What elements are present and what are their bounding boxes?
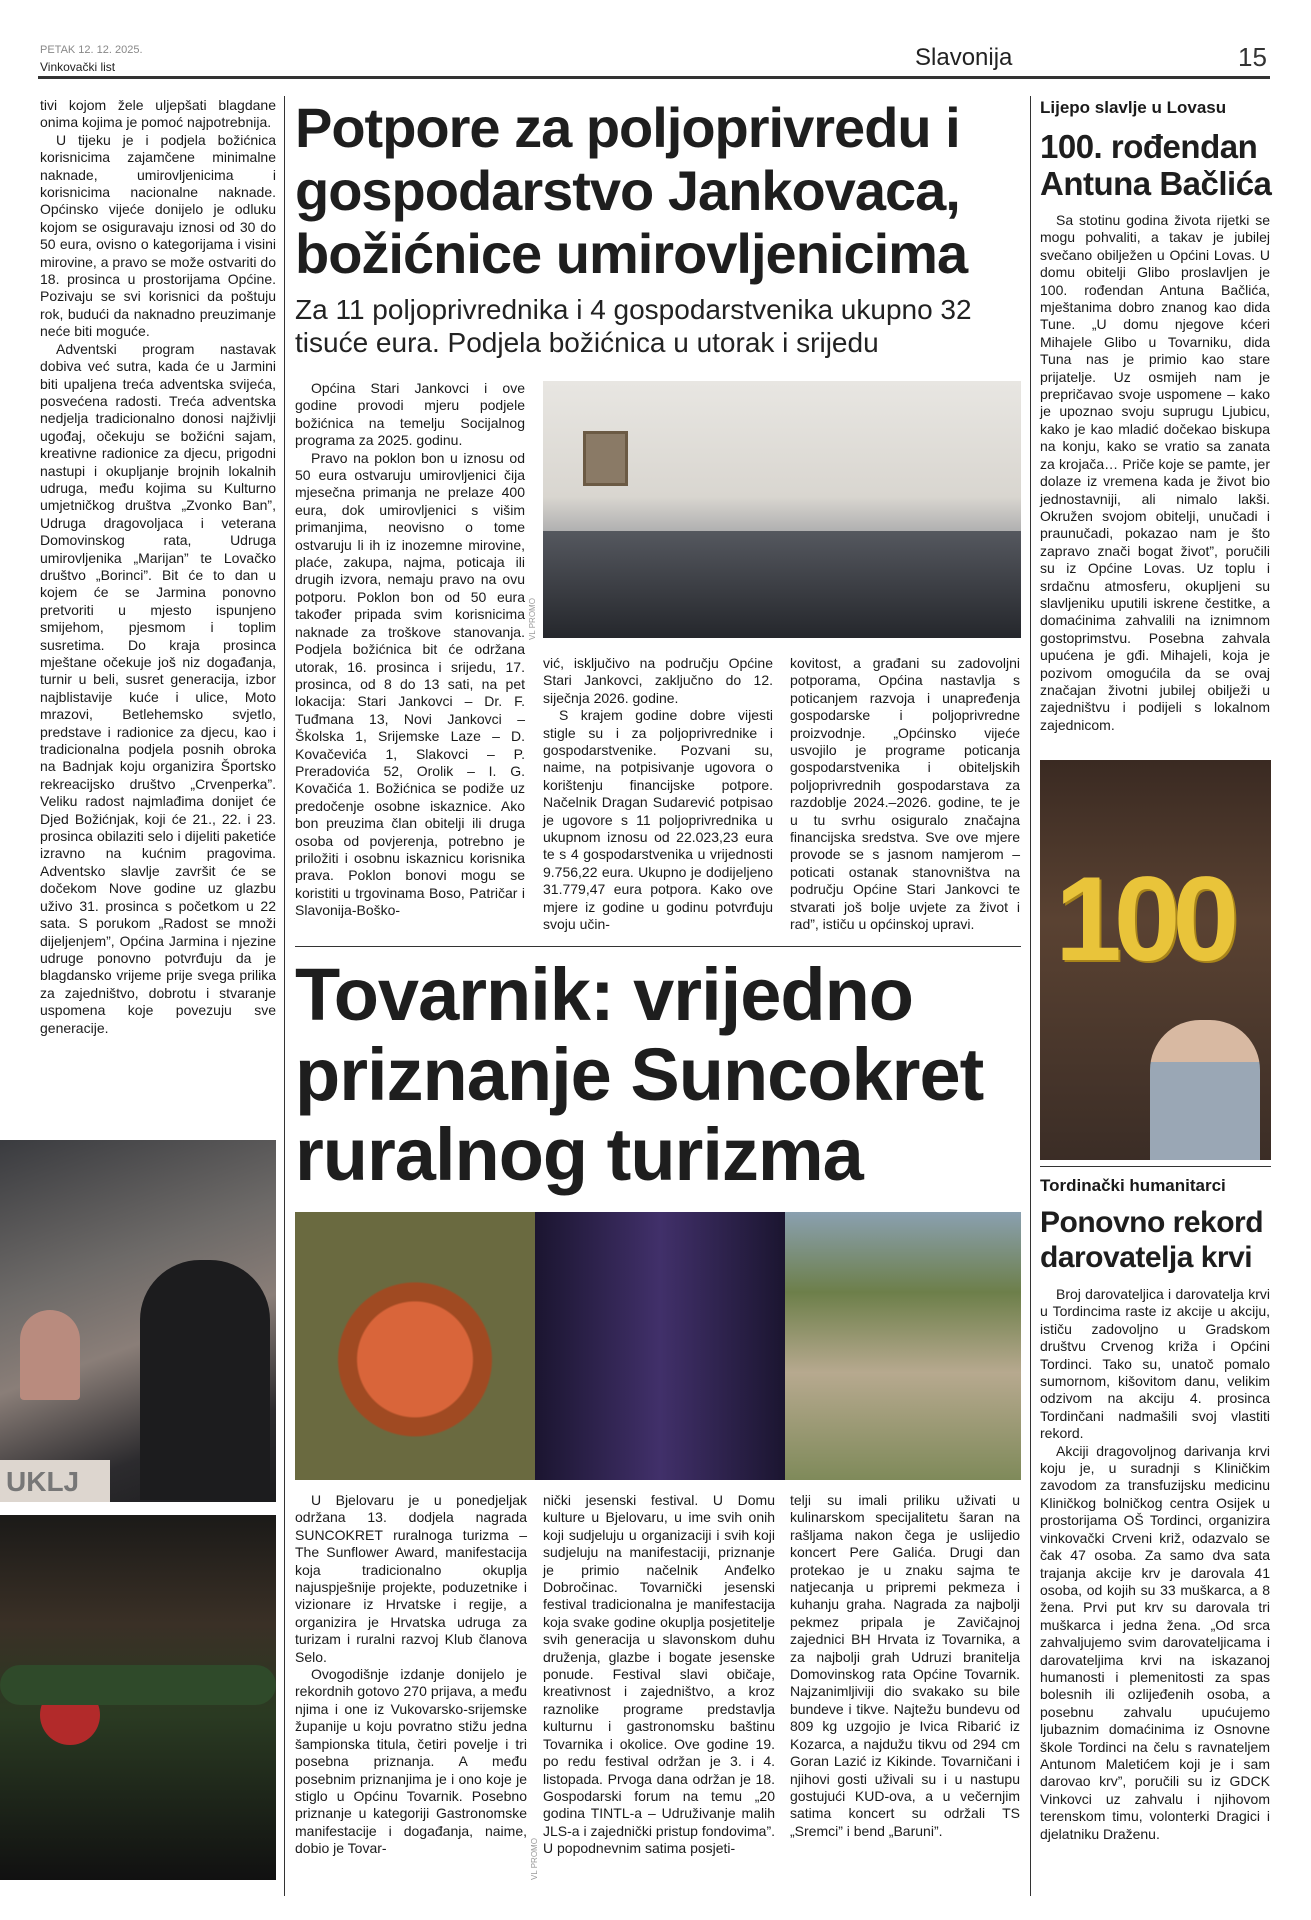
- paragraph: U tijeku je i podjela božićnica korisnicima zajamčene minimalne naknade, umirovljenicima i korisnicima nacionalne naknade. Općinsko vijeće donijelo je odluku kojom se osiguravaju iznosi od 30 do 50 eura, ovisno o kategorijama i visini mirovine, a pravo se može ostvariti do 18. prosinca u prostorijama Općine. Pozivaju se svi korisnici da poštuju rok, budući da naknadno preuzimanje neće biti moguće.: [40, 131, 276, 340]
- paragraph: Adventski program nastavak dobiva već sutra, kada će u Jarmini biti upaljena treća adventska svijeća, posvećena radosti. Treća adventska nedjelja tradicionalno donosi najživlji ugođaj, očekuju se božićni sajam, kreativne radionice za djecu, prigodni nastupi i okupljanje brojnih lokalnih udruga, među kojima su Kulturno umjetničkog društva „Zvonko Ban”, Udruga dragovoljaca i veterana Domovinskog rata, Udruga umirovljenika „Marijan” te Lovačko društvo „Borinci”. Bit će to dan u kojem će se Jarmina ponovno pretvoriti u mjesto ispunjeno smijehom, pjesmom i toplim susretima. Do kraja prosinca mještane očekuje još niz događanja, turnir u beli, susret generacija, izbor najblistavije kuće i ulice, Moto mrazovi, Betlehemsko svjetlo, predstave i radionice za djecu, kao i tradicionalna podjela posnih obroka na Badnjak koju organizira Športsko rekreacijsko društvo „Crvenperka”. Veliku radost najmlađima donijet će Djed Božićnjak, koji će 21., 22. i 23. prosinca obilaziti selo i dijeliti paketiće izravno na kućnim pragovima. Adventsko slavlje završit će se dočekom Nove godine uz glazbu uživo 31. prosinca s početkom u 22 sata. S porukom „Radost se množi dijeljenjem”, Općina Jarmina i njezine udruge ponovno potvrđuju da je blagdansko vrijeme prije svega prilika za zajedništvo, dobrotu i stvaranje uspomena koje povezuju sve generacije.: [40, 340, 276, 1036]
- paragraph: Akciji dragovoljnog darivanja krvi koju je, u suradnji s Kliničkim zavodom za transfuzijsku medicinu Kliničkog bolničkog centra Osijek u prostorijama OŠ Tordinci, organizira vinkovački Crveni križ, odazvalo se čak 47 osoba. Za samo dva sata trajanja akcije krv je darovala 41 osoba, od kojih su 33 muškarca, a 8 žena. Prvi put krv su darovala tri muškarca i jedna žena. „Od srca zahvaljujemo svim darovateljicama i darovateljima krvi na iskazanoj humanosti i plemenitosti za spas bolesnih ili ozlijeđenih osoba, a posebnu zahvalu upućujemo ljubaznim domaćinima iz Osnovne škole Tordinci na čelu s ravnateljem Antunom Maletićem koji je i sam darovao krv”, poručili su iz GDCK Vinkovci uz zahvalu i njihovom terenskom timu, volonterki Dragici i djelatniku Draženu.: [1040, 1442, 1270, 1842]
- headline-jankovci: Potpore za poljoprivredu i gospodarstvo Jankovaca, božićnice umirovljenicima: [295, 96, 968, 285]
- lovas-body: [1040, 212, 1270, 734]
- jankovci-col-1: [295, 380, 525, 920]
- photo-credit: VL PROMO: [530, 1838, 539, 1880]
- paragraph: Sa stotinu godina života rijetki se mogu pohvaliti, a takav je jubilej svečano obilježen u Općini Lovas. U domu obitelji Glibo proslavljen je 100. rođendan Antuna Bačlića, mještanima dobro znanog kao dida Tune. „U domu njegove kćeri Mihajele Glibo u Tovarniku, dida Tuna nas je primio kao stare prijatelje. Uz osmijeh nam je prepričavao svoje uspomene – kako je upoznao svoju suprugu Ljubicu, kako je kao mladić dočekao biskupa na konju, kako se vratio sa zanata za krojača… Priče koje se pamte, jer dolaze iz vremena kada je život bio jednostavniji, ali nimalo lakši. Okružen svojom obitelji, unučadi i praunučadi, pokazao nam je što zapravo znači bogat život”, poručili su iz Općine Lovas. Uz toplu i srdačnu atmosferu, okupljeni su slavljeniku uputili iskrene čestitke, a domaćinima zahvalili na iznimnom gostoprimstvu. Posebna zahvala upućena je gđi. Mihajeli, koja je pozivom omogućila da se ovaj značajan životni jubilej obilježi u zajedništvu i podijeli s lokalnom zajednicom.: [1040, 212, 1270, 733]
- headline-tovarnik: Tovarnik: vrijedno priznanje Suncokret ruralnog turizma: [295, 953, 984, 1196]
- advent-photo-2: [0, 1515, 276, 1880]
- headline-tordinci: Ponovno rekord darovatelja krvi: [1040, 1206, 1264, 1274]
- jankovci-col-2: [543, 655, 773, 934]
- publication-name: Vinkovački list: [40, 60, 116, 74]
- header-rule: [38, 76, 1270, 79]
- advent-photo-1: [0, 1140, 276, 1502]
- paragraph: S krajem godine dobre vijesti stigle su i za poljoprivrednike i gospodarstvenike. Pozvani su, naime, na potpisivanje ugovora o korištenju financijske potpore. Načelnik Dragan Sudarević potpisao je ugovore s 11 poljoprivrednika u ukupnom iznosu od 22.023,23 eura te s 4 gospodarstvenika u vrijednosti 9.756,22 eura. Ukupno je dodijeljeno 31.779,47 eura potpora. Kako ove mjere iz godine u godinu potvrđuju svoju učin-: [543, 707, 773, 933]
- elderly-man: [1150, 1020, 1260, 1160]
- left-article-body: [40, 97, 276, 1037]
- page-number: 15: [1238, 42, 1267, 72]
- issue-date: PETAK 12. 12. 2025.: [40, 44, 143, 56]
- cooking-pot-photo: [295, 1212, 535, 1480]
- tovarnik-col-3: [790, 1492, 1020, 1840]
- paragraph: Broj darovateljica i darovatelja krvi u Tordincima raste iz akcije u akciju, ističu zadovoljno u Gradskom društvu Crvenog križa i Općini Tordinci. Tako su, unatoč pomalo sumornom, kišovitom danu, velikim odzivom na akciju 4. prosinca Tordinčani nadmašili svoj vlastiti rekord.: [1040, 1286, 1270, 1442]
- section-title: Slavonija: [915, 44, 1013, 71]
- kicker-tordinci: Tordinački humanitarci: [1040, 1176, 1226, 1195]
- paragraph: telji su imali priliku uživati u kulinarskom specijalitetu šaran na rašljama nakon čega je uslijedio koncert Pere Galića. Drugi dan protekao je u znaku sajma te natjecanja u pripremi pekmeza i kuhanju graha. Nagrada za najbolji pekmez pripala je Zavičajnoj zajednici BH Hrvata iz Tovarnika, a za najbolji grah Udruzi branitelja Domovinskog rata Općine Tovarnik. Najzanimljiviji dio svakako su bile bundeve i tikve. Najtežu bundevu od 809 kg uzgojio je Ivica Ribarić iz Kozarca, a najdužu tikvu od 294 cm Goran Lazić iz Kikinde. Tovarničani i njihovi gosti uživali su i u nastupu gostujući KUD-ova, a u večernjim satima koncert su održali TS „Sremci” i bend „Baruni”.: [790, 1492, 1020, 1839]
- article-divider: [1040, 1166, 1271, 1167]
- sign-text: UKLJ: [0, 1460, 110, 1502]
- adult-figure: [140, 1260, 270, 1500]
- paragraph: vić, isključivo na području Općine Stari Jankovci, zaključno do 12. siječnja 2026. godine.: [543, 655, 773, 706]
- paragraph: U Bjelovaru je u ponedjeljak održana 13. dodjela nagrada SUNCOKRET ruralnoga turizma – The Sunflower Award, manifestacija koja tradicionalno okuplja najuspješnije projekte, poduzetnike i vizionare iz Hrvatske i regije, a organizira je Hrvatska udruga za turizam i ruralni razvoj Klub članova Selo.: [295, 1492, 527, 1665]
- birthday-photo: [1040, 760, 1271, 1160]
- meeting-hall-photo: [543, 381, 1021, 638]
- portrait-frame: [583, 431, 628, 486]
- subheadline-jankovci: Za 11 poljoprivrednika i 4 gospodarstvenika ukupno 32 tisuće eura. Podjela božićnica u utorak i srijedu: [295, 294, 972, 358]
- garland: [0, 1665, 276, 1705]
- child-figure: [20, 1310, 80, 1400]
- paragraph: Pravo na poklon bon u iznosu od 50 eura ostvaruju umirovljenici čija mjesečna primanja ne prelaze 400 eura, dok umirovljenici s višim primanjima, neovisno o tome ostvaruju li ih iz inozemne mirovine, plaće, zakupa, najma, poticaja ili drugih izvora, nemaju pravo na ovu potporu. Poklon bon od 50 eura također pripada svim korisnicima naknade za troškove stanovanja. Podjela božićnica bit će održana utorak, 16. prosinca i srijedu, 17. prosinca, od 8 do 13 sati, na pet lokacija: Stari Jankovci – Dr. F. Tuđmana 13, Novi Jankovci – Školska 1, Srijemske Laze – D. Kovačevića 1, Slakovci – P. Preradovića 52, Orolik – I. G. Kovačića 1. Božićnica se podiže uz predočenje osobne iskaznice. Ako bon preuzima član obitelji ili druga osoba od povjerenja, potrebno je priložiti i osobnu iskaznicu korisnika prava. Poklon bonovi mogu se koristiti u trgovinama Boso, Patričar i Slavonija-Boško-: [295, 449, 525, 919]
- column-divider: [284, 96, 285, 1896]
- paragraph: nički jesenski festival. U Domu kulture u Bjelovaru, u ime svih onih koji sudjeluju u organizaciji i svih koji sudjeluju na manifestaciji, priznanje je primio načelnik Anđelko Dobročinac. Tovarnički jesenski festival tradicionalna je manifestacija koja svake godine okuplja posjetitelje svih generacija u slavonskom duhu druženja, glazbe i bogate jesenske ponude. Festival slavi običaje, kreativnost i zajedništvo, a kroz raznolike programe predstavlja kulturnu i gastronomsku baštinu Tovarnika i okolice. Ove godine 19. po redu festival održan je 3. i 4. listopada. Prvoga dana održan je 18. Gospodarski forum na temu „20 godina TINTL-a – Udruživanje malih JLS-a i zajednički pristup fondovima”. U popodnevnim satima posjeti-: [543, 1492, 775, 1857]
- tovarnik-photo-collage: [295, 1212, 1021, 1480]
- festival-aerial-photo: [785, 1212, 1021, 1480]
- award-ceremony-photo: [535, 1212, 785, 1480]
- paragraph: tivi kojom žele uljepšati blagdane onima kojima je pomoć najpotrebnija.: [40, 97, 276, 131]
- tordinci-body: [1040, 1286, 1270, 1843]
- headline-lovas: 100. rođendan Antuna Bačlića: [1040, 128, 1272, 202]
- paragraph: kovitost, a građani su zadovoljni potporama, Općina nastavlja s poticanjem razvoja i unapređenja gospodarske i poljoprivredne proizvodnje. „Općinsko vijeće usvojilo je programe poticanja gospodarstvenika i obiteljskih poljoprivrednih gospodarstava za razdoblje 2024.–2026. godine, te je u tu svrhu osiguralo značajna financijska sredstva. Sve ove mjere provode se s jasnom namjerom – poticati ostanak stanovništva na području Općine Stari Jankovci te stvarati još bolje uvjete za život i rad”, ističu u općinskoj upravi.: [790, 655, 1020, 933]
- paragraph: Ovogodišnje izdanje donijelo je rekordnih gotovo 270 prijava, a među njima i one iz Vukovarsko-srijemske županije u koju povratno stižu jedna šampionska titula, četiri povelje i tri posebna priznanja. A među posebnim priznanjima je i ono koje je stiglo u Općinu Tovarnik. Posebno priznanje u kategoriji Gastronomske manifestacije i događanja, naime, dobio je Tovar-: [295, 1666, 527, 1857]
- jankovci-col-3: [790, 655, 1020, 934]
- gold-balloons-100: 100: [1055, 852, 1232, 986]
- tovarnik-col-1: [295, 1492, 527, 1858]
- photo-credit: VL PROMO: [528, 598, 537, 640]
- paragraph: Općina Stari Jankovci i ove godine provodi mjeru podjele božićnica na temelju Socijalnog programa za 2025. godinu.: [295, 380, 525, 449]
- kicker-lovas: Lijepo slavlje u Lovasu: [1040, 98, 1227, 117]
- tovarnik-col-2: [543, 1492, 775, 1858]
- audience: [543, 531, 1021, 638]
- article-divider: [295, 946, 1021, 947]
